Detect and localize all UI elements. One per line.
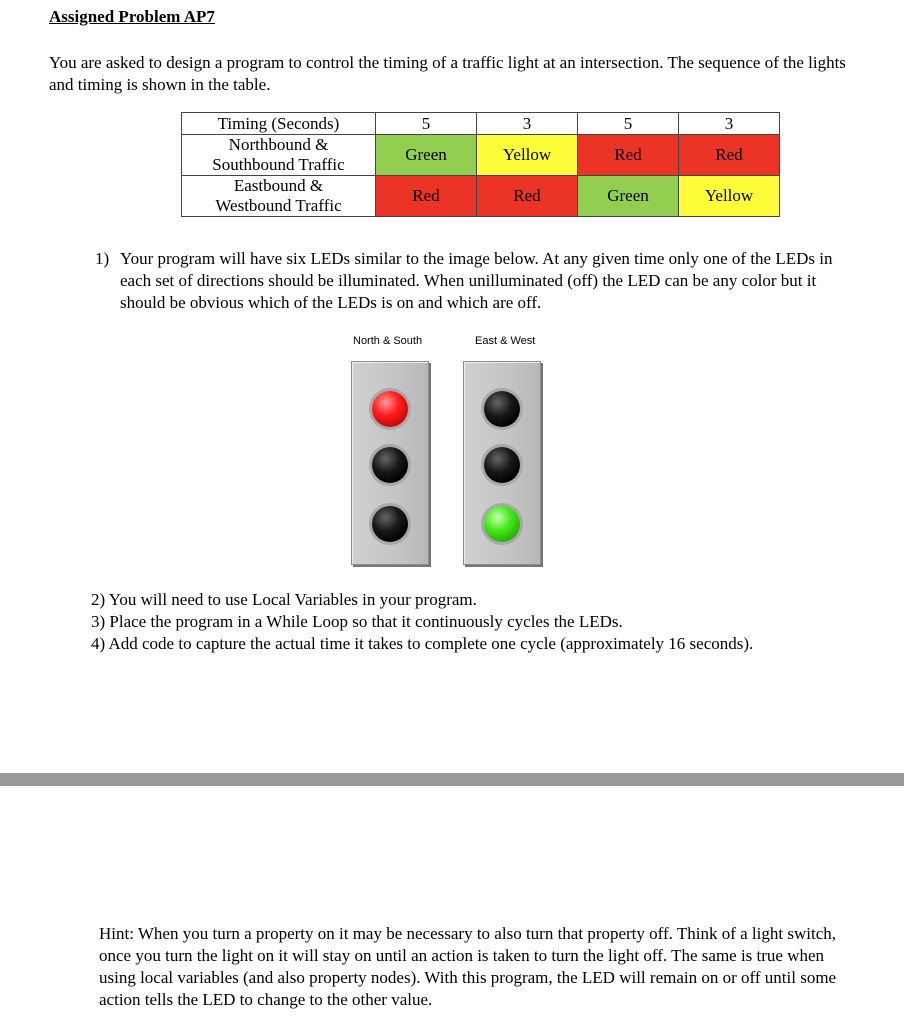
row-label-north-south [182,135,376,176]
panel-title-north-south: North & South [353,335,423,347]
table-row-north-south [182,135,780,176]
east-west-green-led-on[interactable] [484,506,520,542]
row-label-line: Southbound Traffic [212,155,345,174]
east-west-red-led-off[interactable] [484,391,520,427]
led-panel-east-west [463,361,541,565]
state-cell: Red [477,176,578,217]
question-1 [95,248,855,314]
north-south-green-led-off[interactable] [372,506,408,542]
timing-value: 5 [578,113,679,135]
state-cell: Yellow [679,176,780,217]
intro-paragraph: You are asked to design a program to control the timing of a traffic light at an intersection. The sequence of the lights and timing is shown in the table. [49,53,846,94]
row-label-line: Westbound Traffic [215,196,342,215]
state-cell: Red [578,135,679,176]
timing-table [181,112,780,217]
list-item: 3) Place the program in a While Loop so that it continuously cycles the LEDs. [91,612,623,631]
hint-paragraph: Hint: When you turn a property on it may be necessary to also turn that property off. Think of a light switch, once you turn the light on it will stay on until an action is taken to turn the light off. The same is true when using local variables (and also property nodes). With this program, the LED will remain on or off until some action tells the LED to change to the other value. [99,924,837,1009]
led-panel-north-south [351,361,429,565]
list-item: 2) You will need to use Local Variables in your program. [91,590,477,609]
state-cell: Red [376,176,477,217]
row-label-line: Eastbound & [233,176,324,195]
table-row-east-west [182,176,780,217]
row-label-east-west [182,176,376,217]
row-label-line: Northbound & [228,135,329,154]
list-item: 4) Add code to capture the actual time it takes to complete one cycle (approximately 16 seconds). [91,634,754,653]
page-title: Assigned Problem AP7 [49,7,215,26]
table-header-row [182,113,780,135]
timing-value: 3 [477,113,578,135]
panel-title-east-west: East & West [475,335,536,347]
east-west-yellow-led-off[interactable] [484,447,520,483]
page-divider [0,773,904,786]
state-cell: Green [376,135,477,176]
timing-value: 5 [376,113,477,135]
state-cell: Green [578,176,679,217]
question-text: Your program will have six LEDs similar to the image below. At any given time only one of the LEDs in each set of directions should be illuminated. When unilluminated (off) the LED can be any color but it should be obvious which of the LEDs is on and which are off. [120,249,833,312]
north-south-yellow-led-off[interactable] [372,447,408,483]
requirements-list [91,589,753,655]
timing-header-label: Timing (Seconds) [182,113,376,135]
north-south-red-led-on[interactable] [372,391,408,427]
question-number: 1) [95,249,110,268]
timing-value: 3 [679,113,780,135]
state-cell: Yellow [477,135,578,176]
state-cell: Red [679,135,780,176]
